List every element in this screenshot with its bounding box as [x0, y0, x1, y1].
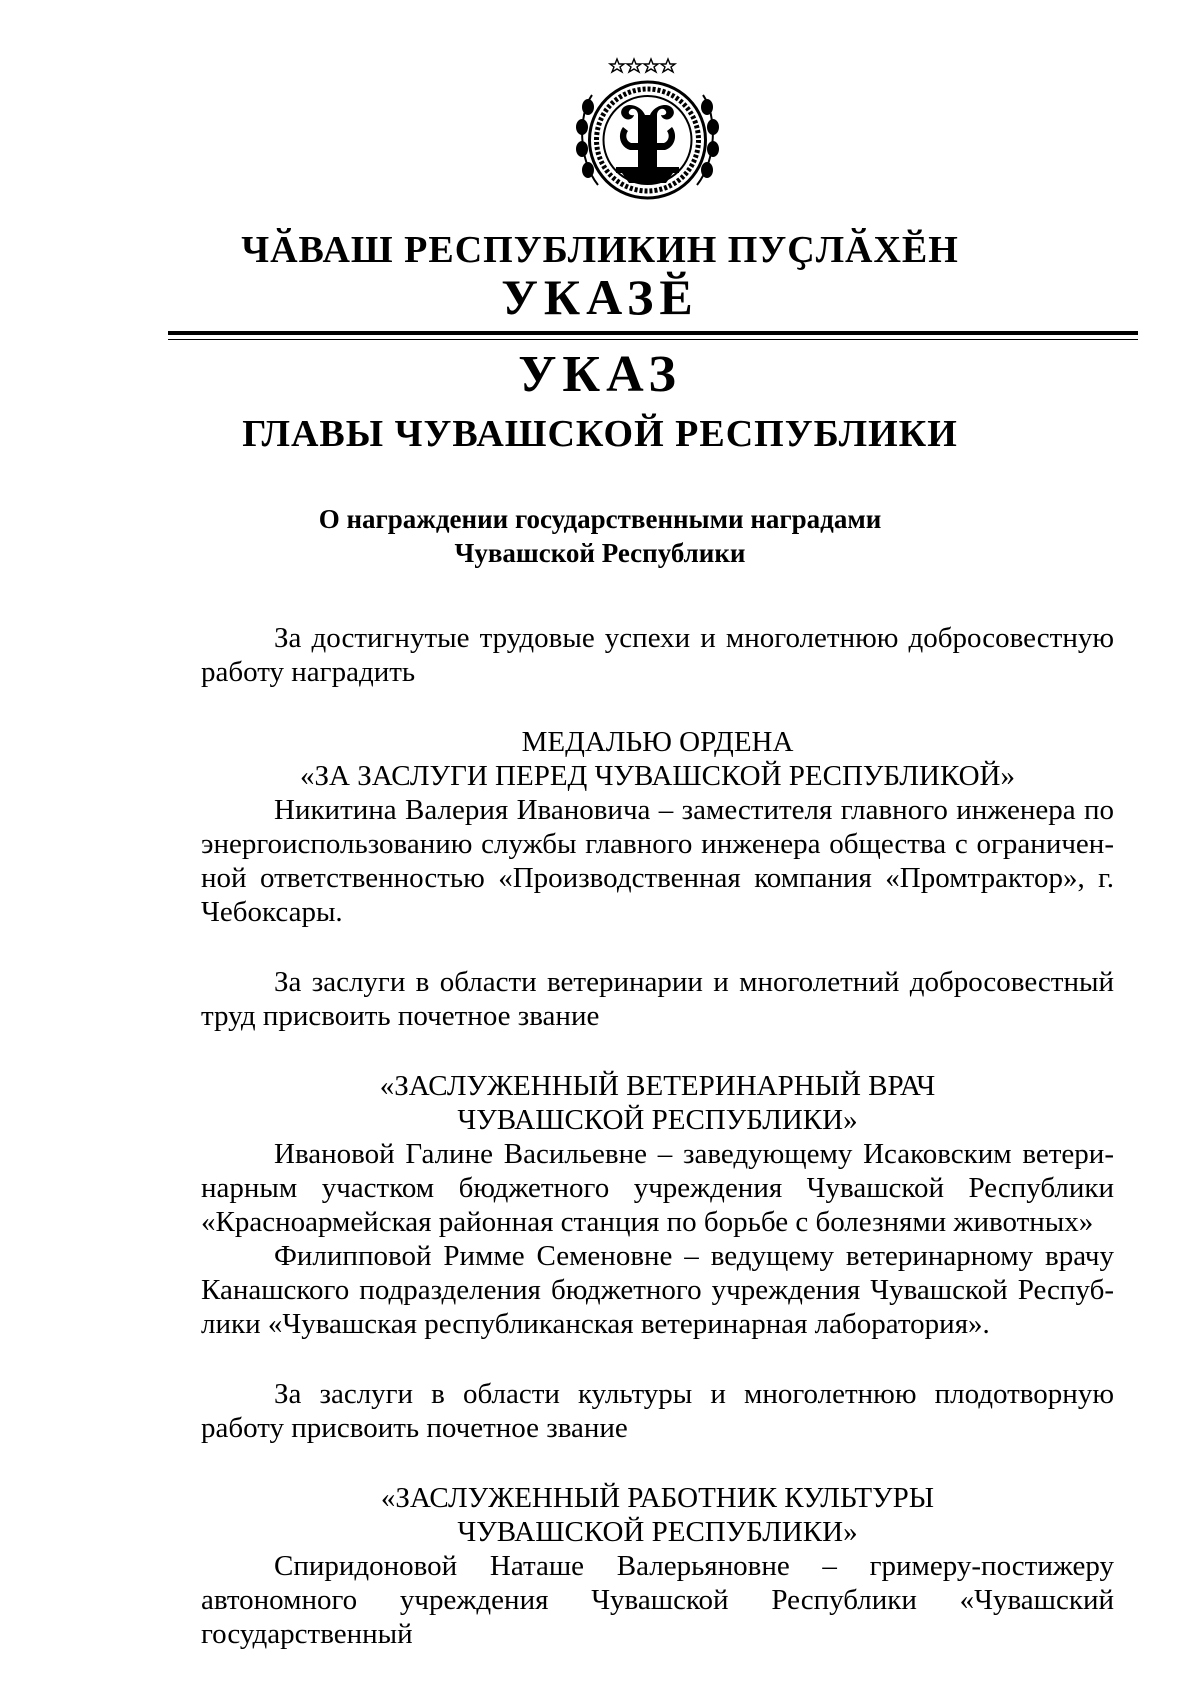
header-chuvash-title: ЧӐВАШ РЕСПУБЛИКИН ПУҪЛӐХӖН [241, 229, 959, 271]
header-chuvash-decree: УКАЗӖ [501, 269, 699, 325]
award-name-line: «ЗАСЛУЖЕННЫЙ ВЕТЕРИНАРНЫЙ ВРАЧ [379, 1070, 936, 1102]
recipient-entry: Филипповой Римме Семеновне – ведущему ветеринарному врачу Канашского подразделения бюджетного учреждения Чувашской Республики «Чувашская республиканская ветеринарная лаборатория». [201, 1240, 1114, 1340]
award-name [201, 1481, 1114, 1549]
coat-of-arms-icon [570, 55, 725, 215]
award-name-line: ЧУВАШСКОЙ РЕСПУБЛИКИ» [457, 1104, 858, 1136]
award-name-line: ЧУВАШСКОЙ РЕСПУБЛИКИ» [457, 1516, 858, 1548]
document-body [201, 621, 1114, 1651]
recipient-entry: Никитина Валерия Ивановича – заместителя главного инженера по энергоиспользованию службы главного инженера общества с ограниченной ответственностью «Производственная компания «Промтрактор», г. Чебоксары. [201, 794, 1114, 928]
document-title-line: Чувашской Республики [454, 538, 746, 568]
recipient-entry: Ивановой Галине Васильевне – заведующему Исаковским ветеринарным участком бюджетного учреждения Чувашской Республики «Красноармейская районная станция по борьбе с болезнями животных» [201, 1138, 1114, 1238]
award-name [201, 725, 1114, 793]
header-divider [168, 331, 1138, 335]
section-intro: За достигнутые трудовые успехи и многолетнюю добросовестную работу наградить [201, 622, 1114, 688]
recipient-entry: Спиридоновой Наташе Валерьяновне – гримеру-постижеру автономного учреждения Чувашской Республики «Чувашский государственный [201, 1550, 1114, 1650]
section-intro: За заслуги в области культуры и многолетнюю плодотворную работу присвоить почетное звание [201, 1378, 1114, 1444]
document-title-line: О награждении государственными наградами [318, 504, 882, 534]
award-name-line: МЕДАЛЬЮ ОРДЕНА [521, 726, 794, 758]
award-name [201, 1069, 1114, 1137]
header-russian-decree: УКАЗ [518, 346, 682, 403]
header-russian-title: ГЛАВЫ ЧУВАШСКОЙ РЕСПУБЛИКИ [242, 413, 958, 455]
section-intro: За заслуги в области ветеринарии и многолетний добросовестный труд присвоить почетное звание [201, 966, 1114, 1032]
award-name-line: «ЗА ЗАСЛУГИ ПЕРЕД ЧУВАШСКОЙ РЕСПУБЛИКОЙ» [300, 760, 1015, 792]
document-title [0, 502, 1200, 570]
award-name-line: «ЗАСЛУЖЕННЫЙ РАБОТНИК КУЛЬТУРЫ [380, 1482, 935, 1514]
header-divider-thin [168, 339, 1138, 340]
